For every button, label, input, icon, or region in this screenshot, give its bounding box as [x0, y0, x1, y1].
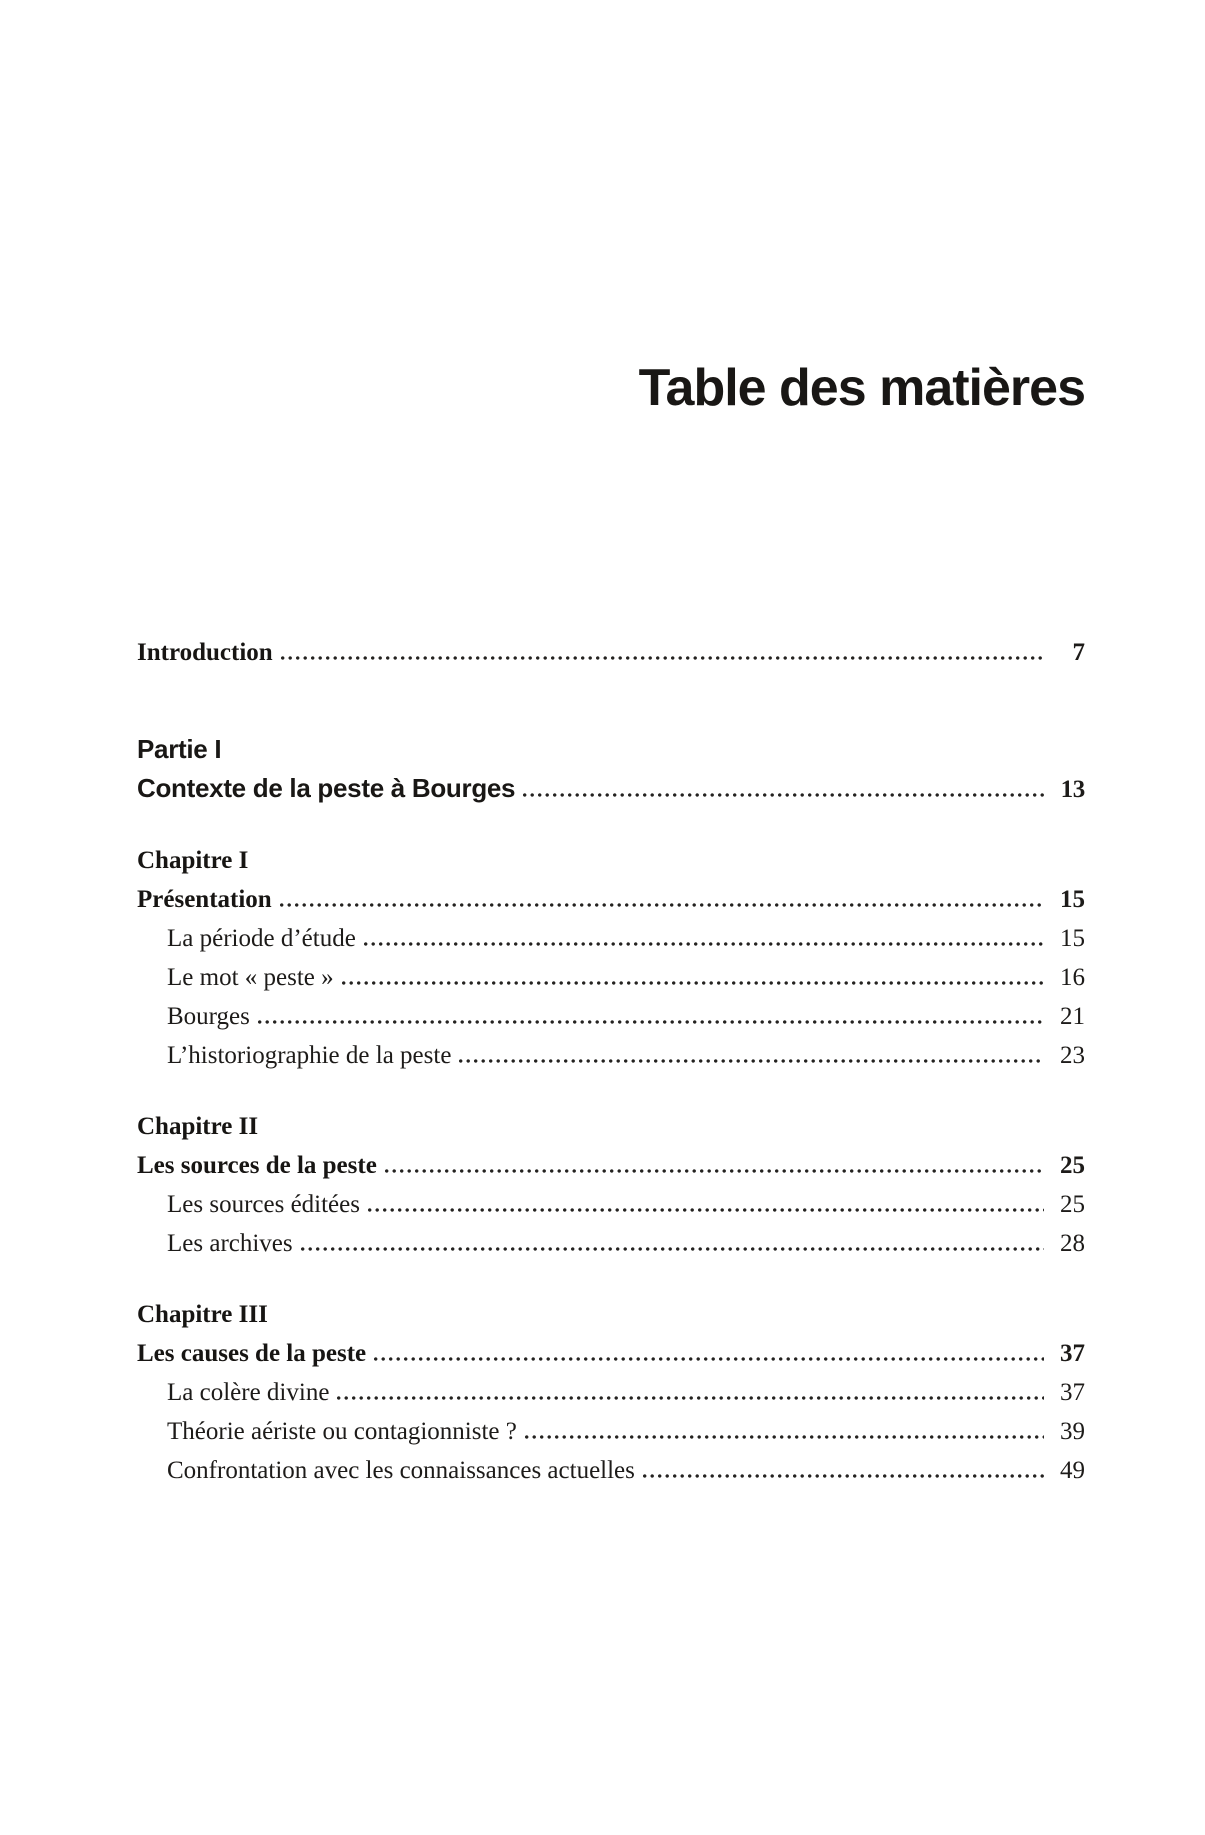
toc-entry-page: 23 [1060, 1042, 1085, 1069]
toc-entry [137, 997, 1085, 1036]
toc-entry-page: 25 [1060, 1152, 1085, 1179]
toc-entry [137, 633, 1085, 672]
toc-section-heading [137, 1107, 1085, 1146]
toc-entry [137, 919, 1085, 958]
dot-leader [525, 1435, 1044, 1439]
dot-leader [374, 1357, 1044, 1361]
toc-entry-label: Introduction [137, 639, 273, 666]
toc-entry-page: 7 [1072, 639, 1085, 666]
toc-entry-label: Le mot « peste » [167, 964, 334, 991]
toc-entry-label: Chapitre I [137, 847, 249, 874]
toc-entry [137, 1224, 1085, 1263]
dot-leader [342, 981, 1044, 985]
toc-list [137, 633, 1085, 1490]
dot-leader [368, 1208, 1044, 1212]
dot-leader [643, 1474, 1044, 1478]
toc-entry [137, 1373, 1085, 1412]
toc-entry-page: 28 [1060, 1230, 1085, 1257]
dot-leader [523, 793, 1044, 797]
toc-entry-page: 21 [1060, 1003, 1085, 1030]
toc-entry-page: 15 [1060, 925, 1085, 952]
toc-entry [137, 1146, 1085, 1185]
dot-leader [301, 1247, 1044, 1251]
toc-entry-label: Les sources de la peste [137, 1152, 377, 1179]
toc-entry-page: 37 [1060, 1340, 1085, 1367]
toc-entry-label: Confrontation avec les connaissances actuelles [167, 1457, 635, 1484]
toc-entry-label: Partie I [137, 734, 222, 764]
dot-leader [364, 942, 1044, 946]
dot-leader [281, 656, 1044, 660]
toc-entry-label: La période d’étude [167, 925, 356, 952]
toc-entry [137, 769, 1085, 809]
dot-leader [280, 903, 1044, 907]
toc-entry-label: L’historiographie de la peste [167, 1042, 452, 1069]
toc-entry-label: Les archives [167, 1230, 293, 1257]
toc-entry-label: Les causes de la peste [137, 1340, 367, 1367]
dot-leader [258, 1020, 1044, 1024]
toc-entry-page: 13 [1060, 776, 1085, 803]
toc-entry [137, 1036, 1085, 1075]
toc-entry-label: Chapitre III [137, 1301, 268, 1328]
page-title: Table des matières [638, 359, 1085, 417]
dot-leader [337, 1396, 1044, 1400]
toc-section-heading [137, 841, 1085, 880]
toc-entry-label: Présentation [137, 886, 272, 913]
toc-entry [137, 1412, 1085, 1451]
toc-entry-page: 39 [1060, 1418, 1085, 1445]
toc-section-heading [137, 730, 1085, 769]
toc-entry [137, 1334, 1085, 1373]
toc-entry-label: Théorie aériste ou contagionniste ? [167, 1418, 517, 1445]
toc-entry-label: Chapitre II [137, 1113, 259, 1140]
toc-entry [137, 880, 1085, 919]
toc-entry [137, 1451, 1085, 1490]
toc-entry-page: 49 [1060, 1457, 1085, 1484]
dot-leader [459, 1059, 1044, 1063]
toc-entry-label: Contexte de la peste à Bourges [137, 773, 516, 803]
toc-entry-label: Bourges [167, 1003, 250, 1030]
toc-section-heading [137, 1295, 1085, 1334]
toc-entry-page: 15 [1060, 886, 1085, 913]
toc-entry-label: Les sources éditées [167, 1191, 360, 1218]
toc-entry-page: 16 [1060, 964, 1085, 991]
dot-leader [385, 1169, 1044, 1173]
toc-entry-label: La colère divine [167, 1379, 330, 1406]
toc-entry [137, 1185, 1085, 1224]
toc-entry-page: 25 [1060, 1191, 1085, 1218]
toc-entry-page: 37 [1060, 1379, 1085, 1406]
toc-entry [137, 958, 1085, 997]
